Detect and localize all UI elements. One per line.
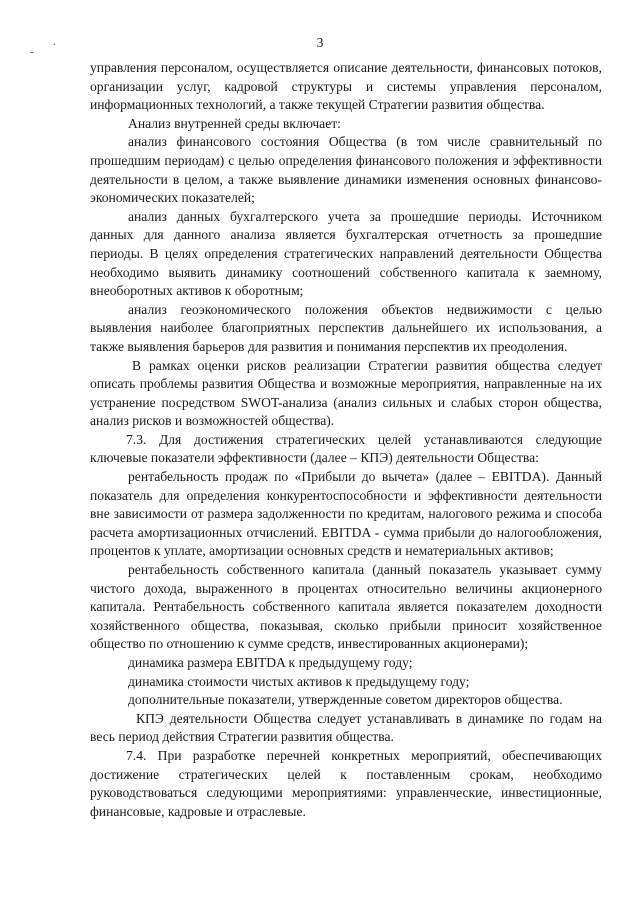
paragraph-additional-indicators: дополнительные показатели, утвержденные советом директоров общества.	[128, 692, 563, 708]
paragraph-internal-analysis-intro: Анализ внутренней среды включает:	[128, 115, 341, 131]
paragraph-section-7-4: 7.4. При разработке перечней конкретных мероприятий, обеспечивающих достижение стратегических целей к поставленным срокам, необходимо руководствоваться следующими мероприятиями: управленческие, инвестиционные, финансовые, кадровые и отраслевые.	[90, 747, 602, 819]
stray-mark: -	[30, 46, 34, 58]
page-number: 3	[316, 35, 324, 50]
body-text	[90, 59, 602, 821]
paragraph-swot: В рамках оценки рисков реализации Стратегии развития общества следует описать проблемы развития Общества и возможные мероприятия, направленные на их устранение посредством SWOT-анализа (анализ сильных и слабых сторон общества, анализ рисков и возможностей общества).	[90, 357, 602, 429]
paragraph-section-7-3: 7.3. Для достижения стратегических целей устанавливаются следующие ключевые показатели эффективности (далее – КПЭ) деятельности Общества:	[90, 431, 602, 466]
paragraph-accounting-analysis: анализ данных бухгалтерского учета за прошедшие периоды. Источником данных для данного анализа является бухгалтерская отчетность за прошедшие периоды. В целях определения стратегических направлений деятельности Общества необходимо выявить динамику соотношений собственного капитала к заемному, внеоборотных активов к оборотным;	[90, 208, 602, 299]
paragraph-roe: рентабельность собственного капитала (данный показатель указывает сумму чистого дохода, выраженного в процентах относительно величины акционерного капитала. Рентабельность собственного капитала является показателем доходности хозяйственного общества, показывая, сколько прибыли приносит хозяйственное общество по отношению к сумме средств, инвестированных акционерами);	[90, 562, 602, 652]
paragraph-kpi-dynamics: КПЭ деятельности Общества следует устанавливать в динамике по годам на весь период действия Стратегии развития общества.	[90, 710, 602, 745]
stray-mark: .	[53, 36, 56, 48]
paragraph-geo-analysis: анализ геоэкономического положения объектов недвижимости с целью выявления наиболее благоприятных перспектив дальнейшего их использования, а также выявления барьеров для развития и понимания перспектив их преодоления.	[90, 301, 602, 354]
paragraph-continuation: управления персоналом, осуществляется описание деятельности, финансовых потоков, организации услуг, кадровой структуры и системы управления персоналом, информационных технологий, а также текущей Стратегии развития общества.	[90, 60, 602, 113]
paragraph-ebitda-dynamics: динамика размера EBITDA к предыдущему году;	[128, 655, 413, 670]
paragraph-net-assets-dynamics: динамика стоимости чистых активов к предыдущему году;	[128, 673, 470, 689]
paragraph-financial-analysis: анализ финансового состояния Общества (в том числе сравнительный по прошедшим периодам) с целью определения финансового положения и эффективности деятельности в целом, а также выявление динамики изменения основных финансово-экономических показателей;	[90, 134, 602, 206]
paragraph-ebitda: рентабельность продаж по «Прибыли до вычета» (далее – EBITDA). Данный показатель для определения конкурентоспособности и эффективности деятельности вне зависимости от размера задолженности по кредитам, налогового режима и способа расчета амортизационных отчислений. EBITDA - сумма прибыли до налогообложения, процентов к уплате, амортизации основных средств и нематериальных активов;	[90, 469, 602, 559]
